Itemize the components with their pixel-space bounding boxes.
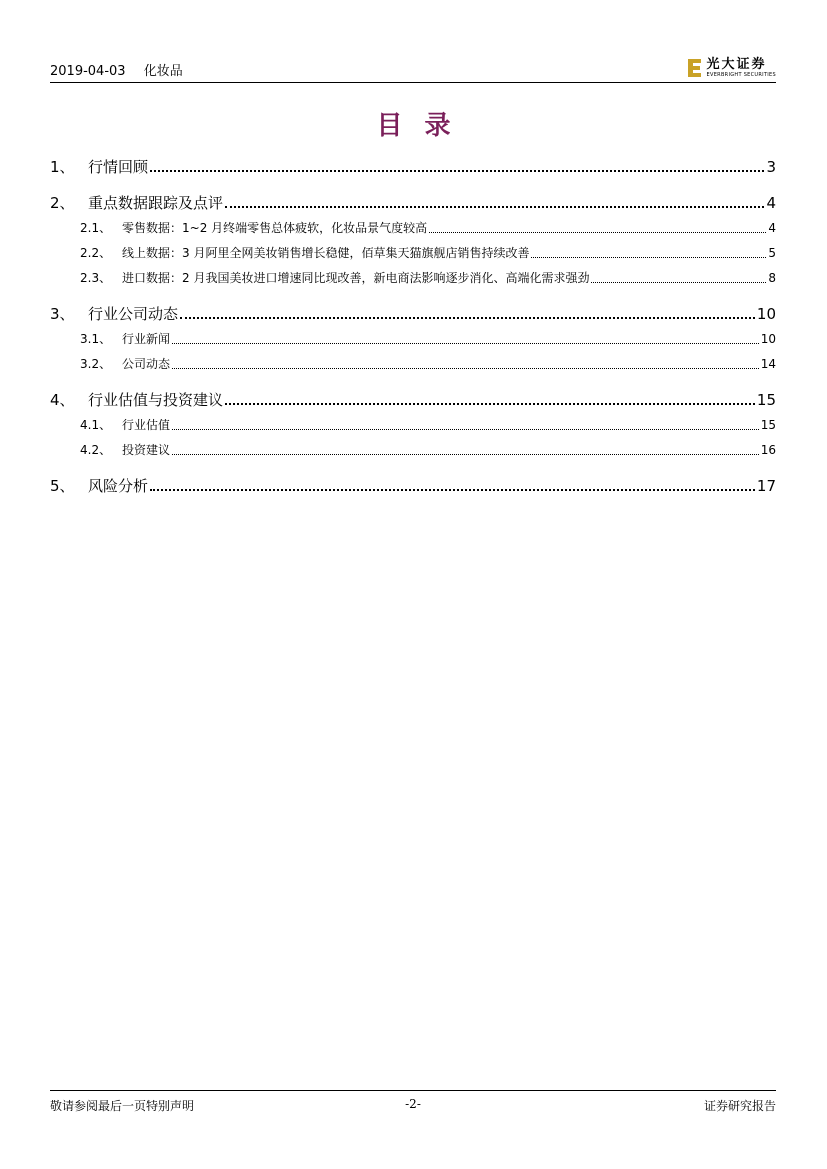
dot-leader xyxy=(150,169,764,172)
toc-entry-3-2[interactable]: 3.2、 公司动态 14 xyxy=(50,352,776,377)
disclaimer-note: 敬请参阅最后一页特别声明 xyxy=(50,1099,195,1113)
page-number: 15 xyxy=(760,418,776,432)
page-footer xyxy=(50,1090,776,1115)
toc-entry-3-1[interactable]: 3.1、 行业新闻 10 xyxy=(50,327,776,352)
toc-entry-2-1[interactable]: 2.1、 零售数据：1~2 月终端零售总体疲软，化妆品景气度较高 4 xyxy=(50,216,776,241)
page-header xyxy=(50,57,776,83)
toc-entry-2[interactable]: 2、 重点数据跟踪及点评 4 xyxy=(50,191,776,216)
toc-entry-2-3[interactable]: 2.3、 进口数据：2 月我国美妆进口增速同比现改善，新电商法影响逐步消化、高端化需求强劲 8 xyxy=(50,266,776,291)
page-number: 17 xyxy=(756,477,776,495)
toc-entry-5[interactable]: 5、 风险分析 17 xyxy=(50,474,776,499)
report-type: 证券研究报告 xyxy=(703,1099,776,1113)
toc-entry-1[interactable]: 1、 行情回顾 3 xyxy=(50,155,776,180)
dot-leader xyxy=(531,256,766,258)
page-number: 10 xyxy=(756,305,776,323)
dot-leader xyxy=(172,342,759,344)
dot-leader xyxy=(429,231,766,233)
logo-chinese-name: 光大证券 xyxy=(706,57,767,72)
page-number: 14 xyxy=(760,357,776,371)
page-number: 4 xyxy=(766,194,776,212)
logo-english-name: EVERBRIGHT SECURITIES xyxy=(706,72,776,78)
page-number: 8 xyxy=(768,271,776,285)
toc-entry-4[interactable]: 4、 行业估值与投资建议 15 xyxy=(50,388,776,413)
page-number: 16 xyxy=(760,443,776,457)
page-number: 15 xyxy=(756,391,776,409)
dot-leader xyxy=(150,488,755,491)
dot-leader xyxy=(180,316,755,319)
footer-page-number: -2- xyxy=(405,1097,421,1111)
dot-leader xyxy=(591,281,766,283)
dot-leader xyxy=(172,428,759,430)
dot-leader xyxy=(225,402,755,405)
toc-entry-4-1[interactable]: 4.1、 行业估值 15 xyxy=(50,413,776,438)
everbright-logo-icon xyxy=(687,58,703,78)
page-number: 3 xyxy=(766,158,776,176)
report-date: 2019-04-03 xyxy=(50,64,126,79)
toc-entry-3[interactable]: 3、 行业公司动态 10 xyxy=(50,302,776,327)
company-logo xyxy=(687,58,776,78)
dot-leader xyxy=(225,205,764,208)
dot-leader xyxy=(172,453,759,455)
page-number: 5 xyxy=(768,246,776,260)
dot-leader xyxy=(172,367,759,369)
toc-entry-4-2[interactable]: 4.2、 投资建议 16 xyxy=(50,438,776,463)
table-of-contents xyxy=(50,155,776,499)
page-title: 目录 xyxy=(376,111,473,141)
page-number: 10 xyxy=(760,332,776,346)
toc-entry-2-2[interactable]: 2.2、 线上数据：3 月阿里全网美妆销售增长稳健，佰草集天猫旗舰店销售持续改善 5 xyxy=(50,241,776,266)
report-sector: 化妆品 xyxy=(143,64,183,79)
page-number: 4 xyxy=(768,221,776,235)
